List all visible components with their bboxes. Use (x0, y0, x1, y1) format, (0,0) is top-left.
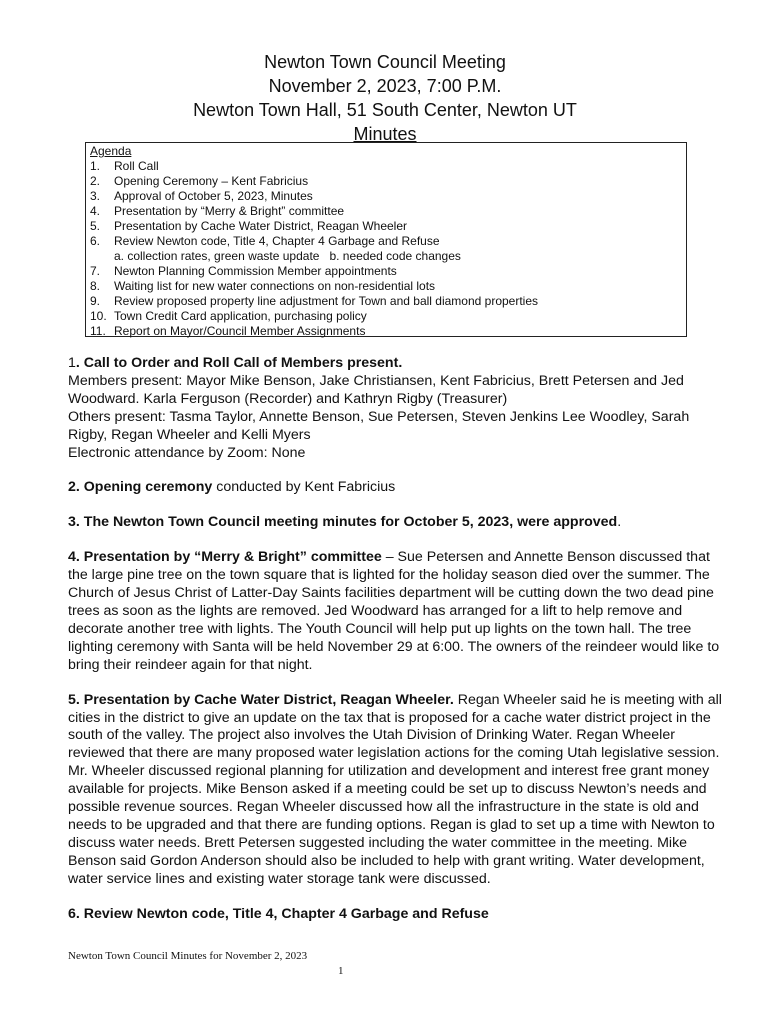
agenda-item-text: Report on Mayor/Council Member Assignments (114, 324, 366, 338)
agenda-item-text: Opening Ceremony – Kent Fabricius (114, 174, 309, 188)
agenda-item-number: 8. (90, 279, 101, 293)
section-text: – Sue Petersen and Annette Benson discussed that the large pine tree on the town square that is lighted for the holiday season died over the summer. The Church of Jesus Christ of Latter-Day Saints facilities department will be cutting down the two dead pine trees as soon as the lights are removed. Jed Woodward has arranged for a lift to help remove and decorate another tree with lights. The Youth Council will help put up lights on the town hall. The tree lighting ceremony with Santa will be held November 29 at 6:00. The owners of the reindeer would like to bring their reindeer again for that night. (68, 549, 720, 673)
section-heading: 6. Review Newton code, Title 4, Chapter 4 Garbage and Refuse (68, 905, 489, 922)
electronic-attendance: Electronic attendance by Zoom: None (68, 444, 306, 461)
agenda-subitem (90, 249, 682, 264)
section-heading: 4. Presentation by “Merry & Bright” committee (68, 549, 382, 566)
section-text: Regan Wheeler said he is meeting with all cities in the district to give an update on the tax that is proposed for a cache water district project in the south of the valley. The project also involves the Utah Division of Drinking Water. Regan Wheeler reviewed that there are many proposed water legislation actions for the coming Utah legislative session. Mr. Wheeler discussed regional planning for utilization and development and interest free grant money available for projects. Mike Benson asked if a meeting could be set up to discuss Newton’s needs and possible revenue sources. Regan Wheeler discussed how all the infrastructure in the state is old and needs to be upgraded and that there are funding options. Regan is glad to set up a time with Newton to discuss water needs. Brett Petersen suggested including the water committee in the meeting. Mike Benson said Gordon Anderson should also be included to help with grant writing. Water development, water service lines and existing water storage tank were discussed. (68, 691, 722, 887)
agenda-item-number: 11. (90, 324, 106, 338)
minutes-body (68, 355, 728, 940)
section-roll-call (68, 355, 728, 462)
agenda-item-number: 9. (90, 294, 101, 308)
page-number: 1 (338, 965, 344, 977)
agenda-item-text: Presentation by Cache Water District, Reagan Wheeler (114, 219, 408, 233)
agenda-item-number: 6. (90, 234, 101, 248)
agenda-item-text: Roll Call (114, 159, 159, 173)
agenda-heading: Agenda (90, 144, 132, 158)
meeting-name: Newton Town Council Meeting (264, 52, 506, 72)
agenda-item-number: 3. (90, 189, 101, 203)
section-merry-bright (68, 549, 728, 674)
section-number: 1 (68, 355, 76, 371)
section-cache-water (68, 692, 728, 889)
section-garbage-code (68, 906, 728, 924)
agenda-item (90, 324, 682, 339)
agenda-item (90, 264, 682, 279)
members-present: Members present: Mayor Mike Benson, Jake Christiansen, Kent Fabricius, Brett Petersen and Jed Woodward. Karla Ferguson (Recorder) and Kathryn Rigby (Treasurer) (68, 372, 684, 407)
agenda-item-number: 4. (90, 204, 101, 218)
agenda-item-text: Town Credit Card application, purchasing policy (114, 309, 367, 323)
agenda-item (90, 234, 682, 249)
agenda-item-number: 10. (90, 309, 107, 323)
agenda-item (90, 189, 682, 204)
agenda-item (90, 204, 682, 219)
agenda-item-text: Review proposed property line adjustment for Town and ball diamond properties (114, 294, 539, 308)
section-heading: . Call to Order and Roll Call of Members present. (75, 355, 403, 371)
agenda-item-number (90, 249, 114, 264)
agenda-item (90, 174, 682, 189)
agenda-item-number: 2. (90, 174, 101, 188)
agenda-item-number: 1. (90, 159, 101, 173)
section-heading: 3. The Newton Town Council meeting minutes for October 5, 2023, were approved (68, 514, 618, 531)
section-heading: 5. Presentation by Cache Water District, Reagan Wheeler. (68, 691, 454, 708)
agenda-item (90, 219, 682, 234)
agenda-item-text: Newton Planning Commission Member appointments (114, 264, 397, 278)
meeting-date: November 2, 2023, 7:00 P.M. (268, 76, 502, 96)
agenda-item-text: Waiting list for new water connections on non-residential lots (114, 279, 436, 293)
section-minutes-approval (68, 514, 728, 532)
agenda-item-text: a. collection rates, green waste update b. needed code changes (114, 249, 461, 263)
section-text: conducted by Kent Fabricius (212, 479, 396, 496)
agenda-item (90, 279, 682, 294)
agenda-item (90, 294, 682, 309)
document-title (0, 50, 770, 146)
agenda-item (90, 309, 682, 324)
section-text: . (617, 514, 622, 531)
minutes-heading: Minutes (353, 124, 417, 144)
agenda-item-text: Presentation by “Merry & Bright” committee (114, 204, 345, 218)
others-present: Others present: Tasma Taylor, Annette Benson, Sue Petersen, Steven Jenkins Lee Woodley, Sarah Rigby, Regan Wheeler and Kelli Myers (68, 408, 690, 443)
agenda-item-text: Approval of October 5, 2023, Minutes (114, 189, 313, 203)
agenda-item-text: Review Newton code, Title 4, Chapter 4 Garbage and Refuse (114, 234, 440, 248)
agenda-item-number: 5. (90, 219, 101, 233)
page-footer: Newton Town Council Minutes for November 2, 2023 (68, 950, 308, 962)
section-opening-ceremony (68, 479, 728, 497)
agenda-item-number: 7. (90, 264, 101, 278)
agenda-box (85, 142, 687, 337)
meeting-location: Newton Town Hall, 51 South Center, Newton UT (193, 100, 577, 120)
section-heading: 2. Opening ceremony (68, 479, 213, 496)
agenda-item (90, 159, 682, 174)
